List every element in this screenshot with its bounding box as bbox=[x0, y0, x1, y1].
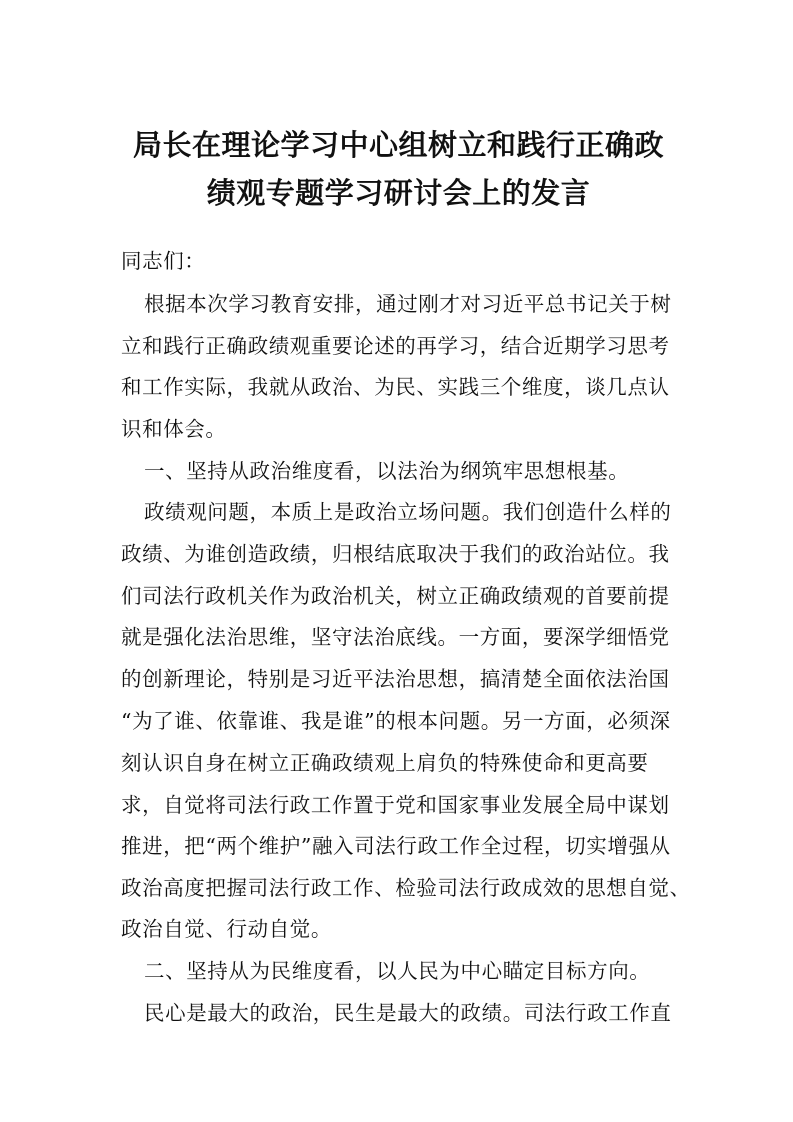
salutation: 同志们： bbox=[121, 249, 206, 273]
paragraph-line: 和工作实际，我就从政治、为民、实践三个维度，谈几点认 bbox=[121, 375, 670, 399]
paragraph-line: “为了谁、依靠谁、我是谁”的根本问题。另一方面，必须深 bbox=[121, 709, 671, 733]
paragraph-line: 求，自觉将司法行政工作置于党和国家事业发展全局中谋划 bbox=[121, 793, 670, 817]
paragraph-line: 推进，把“两个维护”融入司法行政工作全过程，切实增强从 bbox=[121, 834, 671, 858]
document-title-line-2: 绩观专题学习研讨会上的发言 bbox=[206, 176, 591, 210]
section-heading-2: 二、坚持从为民维度看，以人民为中心瞄定目标方向。 bbox=[144, 959, 651, 983]
paragraph-line: 立和践行正确政绩观重要论述的再学习，结合近期学习思考 bbox=[121, 334, 670, 358]
paragraph-line: 政治自觉、行动自觉。 bbox=[121, 917, 332, 941]
paragraph-line: 就是强化法治思维，坚守法治底线。一方面，要深学细悟党 bbox=[121, 625, 670, 649]
paragraph-line: 的创新理论，特别是习近平法治思想，搞清楚全面依法治国 bbox=[121, 667, 670, 691]
paragraph-line: 民心是最大的政治，民生是最大的政绩。司法行政工作直 bbox=[144, 1001, 672, 1025]
section-heading-1: 一、坚持从政治维度看，以法治为纲筑牢思想根基。 bbox=[144, 459, 630, 483]
paragraph-line: 们司法行政机关作为政治机关，树立正确政绩观的首要前提 bbox=[121, 584, 670, 608]
paragraph-line: 根据本次学习教育安排，通过刚才对习近平总书记关于树 bbox=[144, 292, 672, 316]
paragraph-line: 识和体会。 bbox=[121, 417, 227, 441]
paragraph-line: 政绩观问题，本质上是政治立场问题。我们创造什么样的 bbox=[144, 500, 672, 524]
paragraph-line: 刻认识自身在树立正确政绩观上肩负的特殊使命和更高要 bbox=[121, 751, 649, 775]
document-title-line-1: 局长在理论学习中心组树立和践行正确政 bbox=[132, 128, 664, 162]
paragraph-line: 政治高度把握司法行政工作、检验司法行政成效的思想自觉、 bbox=[121, 876, 691, 900]
paragraph-line: 政绩、为谁创造政绩，归根结底取决于我们的政治站位。我 bbox=[121, 542, 670, 566]
